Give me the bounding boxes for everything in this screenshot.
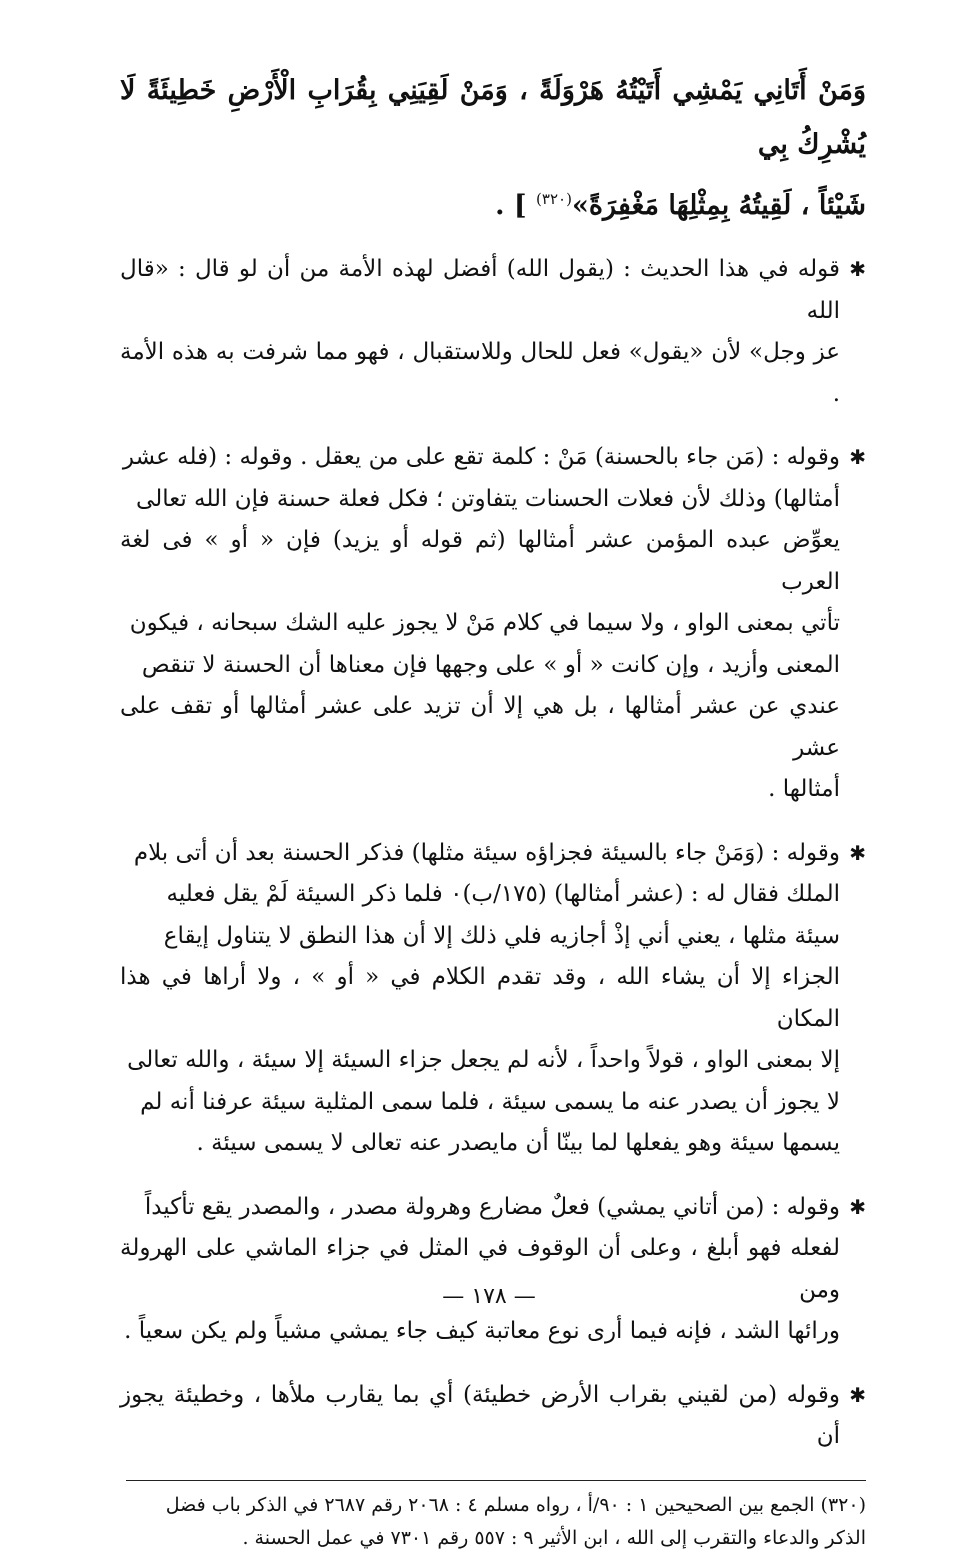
paragraph-line: يعوِّض عبده المؤمن عشر أمثالها (ثم قوله أو يزيد) فإن « أو » فى لغة العرب (120, 527, 840, 595)
bullet-star-icon: ✱ (849, 445, 866, 469)
paragraph-line: إلا بمعنى الواو ، قولاً واحداً ، لأنه لم يجعل جزاء السيئة إلا سيئة ، والله تعالى (127, 1047, 840, 1073)
bullet-star-icon: ✱ (849, 1382, 866, 1407)
paragraph-line: وقوله : (وَمَنْ جاء بالسيئة فجزاؤه سيئة مثلها) فذكر الحسنة بعد أن أتى بلام (133, 839, 840, 866)
footnote-divider (126, 1480, 866, 1481)
hadith-tail: ] . (495, 190, 537, 221)
commentary-paragraph (120, 437, 866, 811)
commentary-paragraph (120, 249, 866, 415)
paragraph-line: المعنى وأزيد ، وإن كانت « أو » على وجهها فإن معناها أن الحسنة لا تنقص (141, 651, 840, 678)
paragraph-line: الملك فقال له : (عشر أمثالها) (١٧٥/ب)٠ فلما ذكر السيئة لَمْ يقل فعليه (166, 881, 840, 907)
paragraph-line: يسمها سيئة وهو يفعلها لما بينّا أن مايصدر عنه تعالى لا يسمى سيئة . (196, 1130, 840, 1156)
paragraph-line: عز وجل» لأن «يقول» فعل للحال وللاستقبال ، فهو مما شرفت به هذه الأمة . (120, 339, 840, 407)
hadith-line (120, 172, 866, 233)
paragraph-line: وقوله : (مَن جاء بالحسنة) مَنْ : كلمة تقع على من يعقل . وقوله : (فله عشر (122, 444, 840, 470)
footnote-line: الذكر والدعاء والتقرب إلى الله ، ابن الأثير ٩ : ٥٥٧ رقم ٧٣٠١ في عمل الحسنة . (242, 1526, 866, 1549)
paragraph-line: عندي عن عشر أمثالها ، بل هي إلا أن تزيد على عشر أمثالها أو تقف على عشر (120, 693, 840, 761)
paragraph-line: سيئة مثلها ، يعني أني إذْ أجازيه فلي ذلك إلا أن هذا النطق لا يتناول إيقاع (163, 922, 840, 949)
paragraph-line: قوله في هذا الحديث : (يقول الله) أفضل لهذه الأمة من أن لو قال : «قال الله (120, 256, 840, 324)
paragraph-line: ورائها الشد ، فإنه فيما أرى نوع معاتبة كيف جاء يمشي مشياً ولم يكن سعياً . (124, 1318, 840, 1344)
paragraph-line: تأتي بمعنى الواو ، ولا سيما في كلام مَنْ لا يجوز عليه الشك سبحانه ، فيكون (129, 610, 840, 636)
footnote (120, 1489, 866, 1555)
paragraph-line: أمثالها . (768, 776, 840, 802)
commentary-paragraph (120, 1187, 866, 1353)
bullet-star-icon: ✱ (849, 840, 866, 865)
bullet-star-icon: ✱ (849, 1194, 866, 1219)
paragraph-line: أمثالها) وذلك لأن فعلات الحسنات يتفاوتن ؛ فكل فعلة حسنة فإن الله تعالى (136, 485, 840, 512)
paragraph-line: لا يجوز أن يصدر عنه ما يسمى سيئة ، فلما سمى المثلية سيئة عرفنا أنه لم (140, 1088, 840, 1115)
footnote-line: (٣٢٠) الجمع بين الصحيحين ١ : ٩٠/أ ، رواه مسلم ٤ : ٢٠٦٨ رقم ٢٦٨٧ في الذكر باب فضل (165, 1493, 866, 1516)
paragraph-line: لفعله فهو أبلغ ، وعلى أن الوقوف في المثل في جزاء الماشي على الهرولة ومن (120, 1235, 840, 1303)
hadith-line-text: شَيْئاً ، لَقِيتُهُ بِمِثْلِهَا مَغْفِرَةً» (571, 190, 866, 221)
paragraph-line: الجزاء إلا أن يشاء الله ، وقد تقدم الكلام في « أو » ، ولا أراها في هذا المكان (120, 964, 840, 1032)
commentary-paragraph (120, 1375, 866, 1458)
footnote-ref: (٣٢٠) (536, 190, 572, 208)
hadith-text (120, 64, 866, 233)
bullet-star-icon: ✱ (849, 257, 866, 281)
paragraph-line: وقوله : (من أتاني يمشي) فعلٌ مضارع وهرولة مصدر ، والمصدر يقع تأكيداً (144, 1193, 840, 1220)
page-number: — ١٧٨ — (442, 1284, 536, 1309)
hadith-line: وَمَنْ أَتَانِي يَمْشِي أَتَيْتُهُ هَرْوَلَةً ، وَمَنْ لَقِيَنِي بِقُرَابِ الْأَرْضِ خَطِيئَةً لَا يُشْرِكُ بِي (120, 75, 866, 160)
commentary-paragraph (120, 833, 866, 1165)
paragraph-line: وقوله (من لقيني بقراب الأرض خطيئة) أي بما يقارب ملأها ، وخطيئة يجوز أن (120, 1381, 840, 1449)
